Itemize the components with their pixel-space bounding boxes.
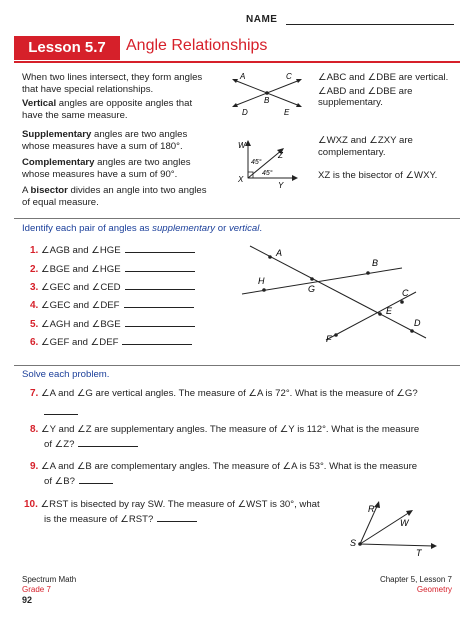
answer-blank[interactable] — [125, 243, 195, 253]
question-10-cont — [44, 512, 197, 526]
item-text: ∠AGB and ∠HGE — [41, 245, 121, 256]
arrow-w — [245, 140, 251, 146]
answer-blank-7[interactable] — [44, 402, 78, 420]
question-text-cont: of ∠Z? — [44, 439, 75, 450]
label-d: D — [242, 108, 248, 117]
part1-item-2 — [30, 262, 195, 276]
example-supp-line1: ∠ABD and ∠DBE are — [318, 85, 413, 97]
label-a: A — [240, 72, 246, 81]
bisector-prefix: A — [22, 185, 31, 196]
question-text: ∠Y and ∠Z are supplementary angles. The measure of ∠Y is 112°. What is the measure — [41, 424, 420, 435]
item-number: 1. — [30, 245, 39, 256]
answer-blank[interactable] — [125, 280, 195, 290]
question-number: 8. — [30, 424, 39, 435]
arrow-y — [292, 175, 298, 181]
example-supp-line2: supplementary. — [318, 97, 383, 108]
part1-item-1 — [30, 243, 195, 257]
question-8 — [30, 423, 460, 436]
part2-instruction: Solve each problem. — [22, 369, 110, 380]
supplementary-term: Supplementary — [22, 129, 92, 140]
angle-label-1: 45° — [251, 159, 262, 166]
point-a — [268, 255, 272, 259]
bisected-angle-figure — [346, 498, 438, 558]
question-7 — [30, 387, 460, 400]
example-vertical-line1: ∠ABC and ∠DBE are vertical. — [318, 72, 449, 83]
answer-line[interactable] — [44, 405, 78, 415]
question-text-cont: is the measure of ∠RST? — [44, 514, 154, 525]
footer-grade: Grade 7 — [22, 585, 51, 594]
item-text: ∠GEC and ∠CED — [41, 282, 121, 293]
line-a-d — [250, 246, 426, 338]
label-t: T — [416, 548, 422, 558]
item-text: ∠GEF and ∠DEF — [41, 337, 119, 348]
example-comp-line1: ∠WXZ and ∠ZXY are — [318, 135, 413, 146]
section-divider-1 — [14, 218, 460, 219]
label-f: F — [326, 334, 332, 344]
part1-word-vertical: vertical — [228, 223, 260, 234]
page-number: 92 — [22, 595, 33, 605]
transversal-figure — [236, 240, 434, 352]
example-bisector: XZ is the bisector of ∠WXY. — [318, 170, 438, 181]
supplementary-text: angles are two angles whose measures have a sum of 180°. — [22, 129, 188, 152]
vertical-text: angles are opposite angles that have the same measure. — [22, 98, 193, 121]
point-f — [334, 333, 338, 337]
point-g — [310, 277, 314, 281]
bisector-definition — [22, 185, 212, 208]
label-b: B — [372, 258, 379, 268]
label-b: B — [264, 96, 270, 105]
vertical-term: Vertical — [22, 98, 57, 109]
intro-paragraph: When two lines intersect, they form angles that have special relationships. — [22, 72, 203, 95]
name-field-line[interactable] — [286, 24, 454, 25]
label-w: W — [400, 518, 409, 528]
question-number: 7. — [30, 388, 39, 399]
question-number: 10. — [24, 499, 38, 510]
part1-item-5 — [30, 317, 195, 331]
section-divider-2 — [14, 365, 460, 366]
label-w: W — [238, 141, 246, 150]
part1-item-4 — [30, 298, 194, 312]
footer-left — [22, 575, 76, 605]
bisector-text: divides an angle into two angles of equal measure. — [22, 185, 207, 208]
vertical-definition — [22, 98, 212, 121]
point-b — [366, 271, 370, 275]
point-b — [265, 91, 269, 95]
vertical-angles-figure — [226, 70, 306, 120]
part1-instruction-end: . — [259, 223, 263, 234]
item-number: 6. — [30, 337, 39, 348]
point-e — [378, 312, 382, 316]
complementary-text: angles are two angles whose measures have a sum of 90°. — [22, 157, 191, 180]
label-z: Z — [278, 151, 283, 160]
label-x: X — [238, 175, 244, 184]
question-text: ∠A and ∠G are vertical angles. The measure of ∠A is 72°. What is the measure of ∠G? — [41, 388, 418, 399]
example-complementary — [318, 135, 468, 158]
supplementary-definition — [22, 129, 212, 152]
example-vertical — [318, 72, 468, 109]
footer-series: Spectrum Math — [22, 575, 77, 584]
line-f-c — [326, 292, 416, 340]
label-d: D — [414, 318, 421, 328]
bisector-term: bisector — [30, 185, 68, 196]
item-text: ∠BGE and ∠HGE — [41, 264, 121, 275]
item-number: 4. — [30, 300, 39, 311]
ray-st — [360, 544, 434, 546]
name-label: NAME — [246, 14, 278, 25]
item-text: ∠GEC and ∠DEF — [41, 300, 120, 311]
answer-blank[interactable] — [125, 262, 195, 272]
item-number: 5. — [30, 319, 39, 330]
question-8-cont — [44, 437, 138, 451]
footer-subject: Geometry — [416, 585, 452, 594]
footer-right — [380, 575, 452, 595]
answer-blank[interactable] — [122, 335, 192, 345]
point-s — [358, 542, 362, 546]
label-s: S — [350, 538, 357, 548]
arrow-t — [431, 543, 437, 549]
lesson-rule — [14, 61, 460, 63]
label-c: C — [286, 72, 292, 81]
item-number: 2. — [30, 264, 39, 275]
part1-item-6 — [30, 335, 192, 349]
question-text: ∠A and ∠B are complementary angles. The measure of ∠A is 53°. What is the measure — [41, 461, 418, 472]
label-e: E — [284, 108, 290, 117]
answer-blank[interactable] — [124, 298, 194, 308]
question-10 — [24, 498, 344, 511]
part1-instruction — [22, 223, 262, 234]
part1-instruction-pre: Identify each pair of angles as — [22, 223, 153, 234]
complementary-term: Complementary — [22, 157, 95, 168]
part1-word-supplementary: supplementary — [152, 223, 216, 234]
point-d — [410, 329, 414, 333]
angle-label-2: 45° — [262, 170, 273, 177]
part1-instruction-or: or — [215, 223, 229, 234]
arrow-r — [374, 501, 380, 508]
answer-blank-8[interactable] — [78, 437, 138, 447]
complementary-angles-figure — [234, 136, 304, 192]
label-c: C — [402, 288, 409, 298]
point-c — [400, 300, 404, 304]
line-h-b — [242, 268, 402, 294]
label-a: A — [276, 248, 283, 258]
example-comp-line2: complementary. — [318, 146, 386, 158]
item-text: ∠AGH and ∠BGE — [41, 319, 121, 330]
complementary-definition — [22, 157, 212, 180]
answer-blank-9[interactable] — [79, 474, 113, 484]
question-text-cont: of ∠B? — [44, 476, 76, 487]
footer-chapter: Chapter 5, Lesson 7 — [379, 575, 452, 584]
lesson-badge: Lesson 5.7 — [14, 36, 120, 60]
arrow-w — [406, 510, 413, 516]
question-9-cont — [44, 474, 113, 488]
question-9 — [30, 460, 460, 473]
item-number: 3. — [30, 282, 39, 293]
label-y: Y — [278, 181, 284, 190]
answer-blank-10[interactable] — [157, 512, 197, 522]
label-h: H — [258, 276, 265, 286]
question-number: 9. — [30, 461, 39, 472]
label-r: R — [368, 504, 375, 514]
part1-item-3 — [30, 280, 195, 294]
point-h — [262, 288, 266, 292]
lesson-title: Angle Relationships — [126, 37, 268, 54]
label-g: G — [308, 284, 316, 294]
label-e: E — [386, 306, 393, 316]
question-text: ∠RST is bisected by ray SW. The measure of ∠WST is 30°, what — [40, 499, 320, 510]
answer-blank[interactable] — [125, 317, 195, 327]
